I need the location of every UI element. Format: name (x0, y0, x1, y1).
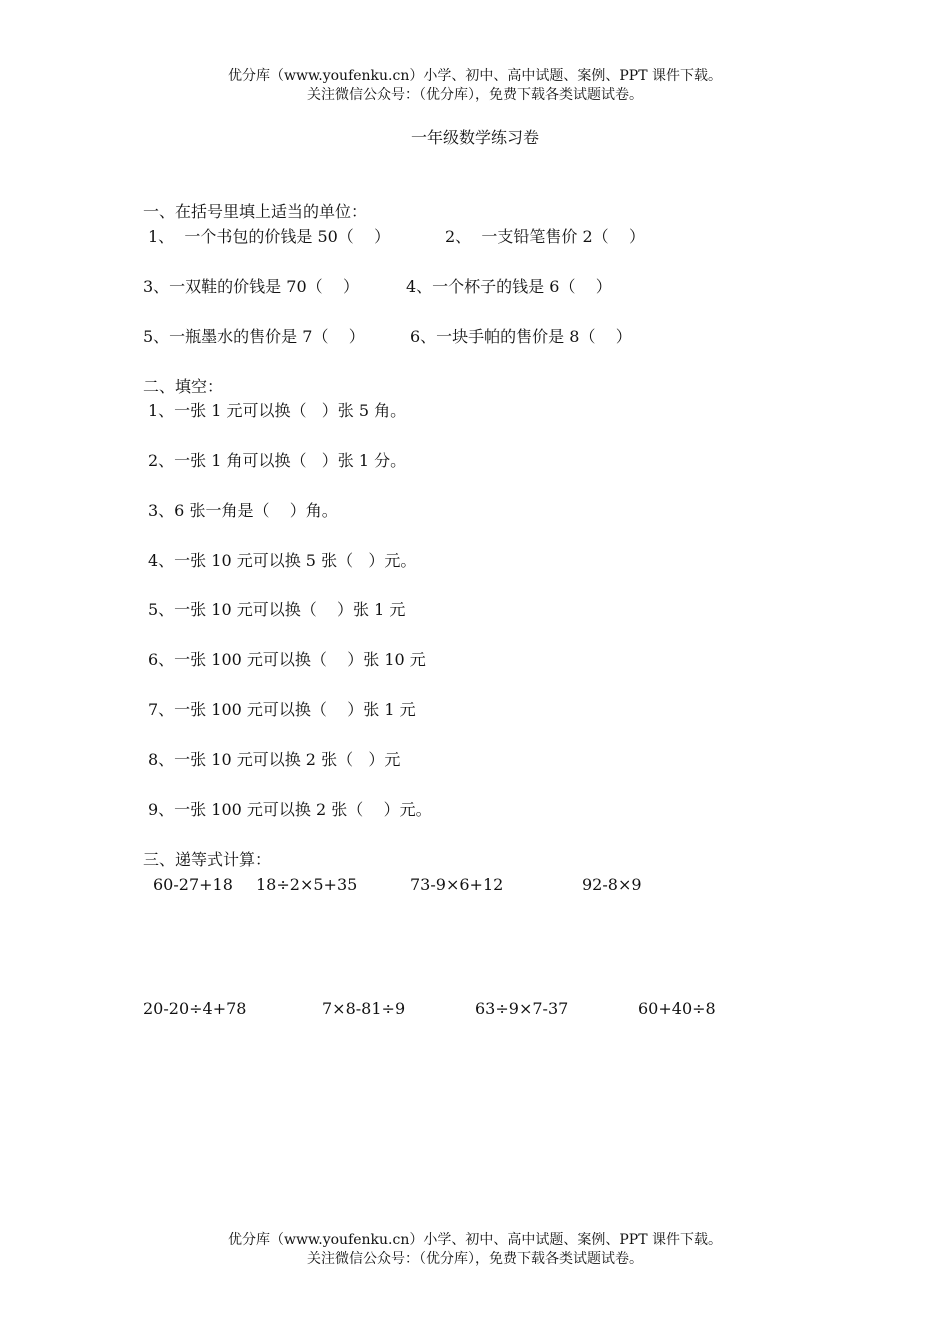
section-2-heading: 二、填空： (143, 377, 224, 396)
question-1-6: 6、一块手帕的售价是 8（ ） (410, 327, 632, 346)
fill-item: 8、一张 10 元可以换 2 张（ ）元 (148, 750, 401, 769)
question-1-5: 5、一瓶墨水的售价是 7（ ） (143, 327, 365, 346)
question-1-1: 1、 一个书包的价钱是 50（ ） (148, 227, 391, 246)
section-1-heading: 一、在括号里填上适当的单位： (143, 202, 368, 221)
header-line-1: 优分库（www.youfenku.cn）小学、初中、高中试题、案例、PPT 课件下载。 (227, 68, 722, 84)
question-1-4: 4、一个杯子的钱是 6（ ） (406, 277, 612, 296)
fill-item: 6、一张 100 元可以换（ ）张 10 元 (148, 650, 426, 669)
footer-line-1: 优分库（www.youfenku.cn）小学、初中、高中试题、案例、PPT 课件下载。 (227, 1232, 722, 1248)
fill-item: 5、一张 10 元可以换（ ）张 1 元 (148, 600, 406, 619)
calc-expression: 18÷2×5+35 (256, 875, 358, 894)
calc-expression: 63÷9×7-37 (475, 999, 569, 1018)
question-1-3: 3、一双鞋的价钱是 70（ ） (143, 277, 359, 296)
fill-item: 4、一张 10 元可以换 5 张（ ）元。 (148, 551, 417, 570)
question-1-2: 2、 一支铅笔售价 2（ ） (445, 227, 645, 246)
fill-item: 2、一张 1 角可以换（ ）张 1 分。 (148, 451, 407, 470)
calc-expression: 92-8×9 (582, 875, 642, 894)
fill-item: 7、一张 100 元可以换（ ）张 1 元 (148, 700, 416, 719)
fill-item: 9、一张 100 元可以换 2 张（ ）元。 (148, 800, 432, 819)
page-title: 一年级数学练习卷 (410, 128, 539, 147)
calc-expression: 7×8-81÷9 (322, 999, 406, 1018)
calc-expression: 60+40÷8 (638, 999, 716, 1018)
header-line-2: 关注微信公众号：（优分库），免费下载各类试题试卷。 (307, 87, 643, 103)
calc-expression: 73-9×6+12 (410, 875, 504, 894)
section-3-heading: 三、递等式计算： (143, 850, 272, 869)
fill-item: 1、一张 1 元可以换（ ）张 5 角。 (148, 401, 407, 420)
fill-item: 3、6 张一角是（ ）角。 (148, 501, 338, 520)
calc-expression: 20-20÷4+78 (143, 999, 247, 1018)
calc-expression: 60-27+18 (153, 875, 233, 894)
footer-line-2: 关注微信公众号：（优分库），免费下载各类试题试卷。 (307, 1251, 643, 1267)
